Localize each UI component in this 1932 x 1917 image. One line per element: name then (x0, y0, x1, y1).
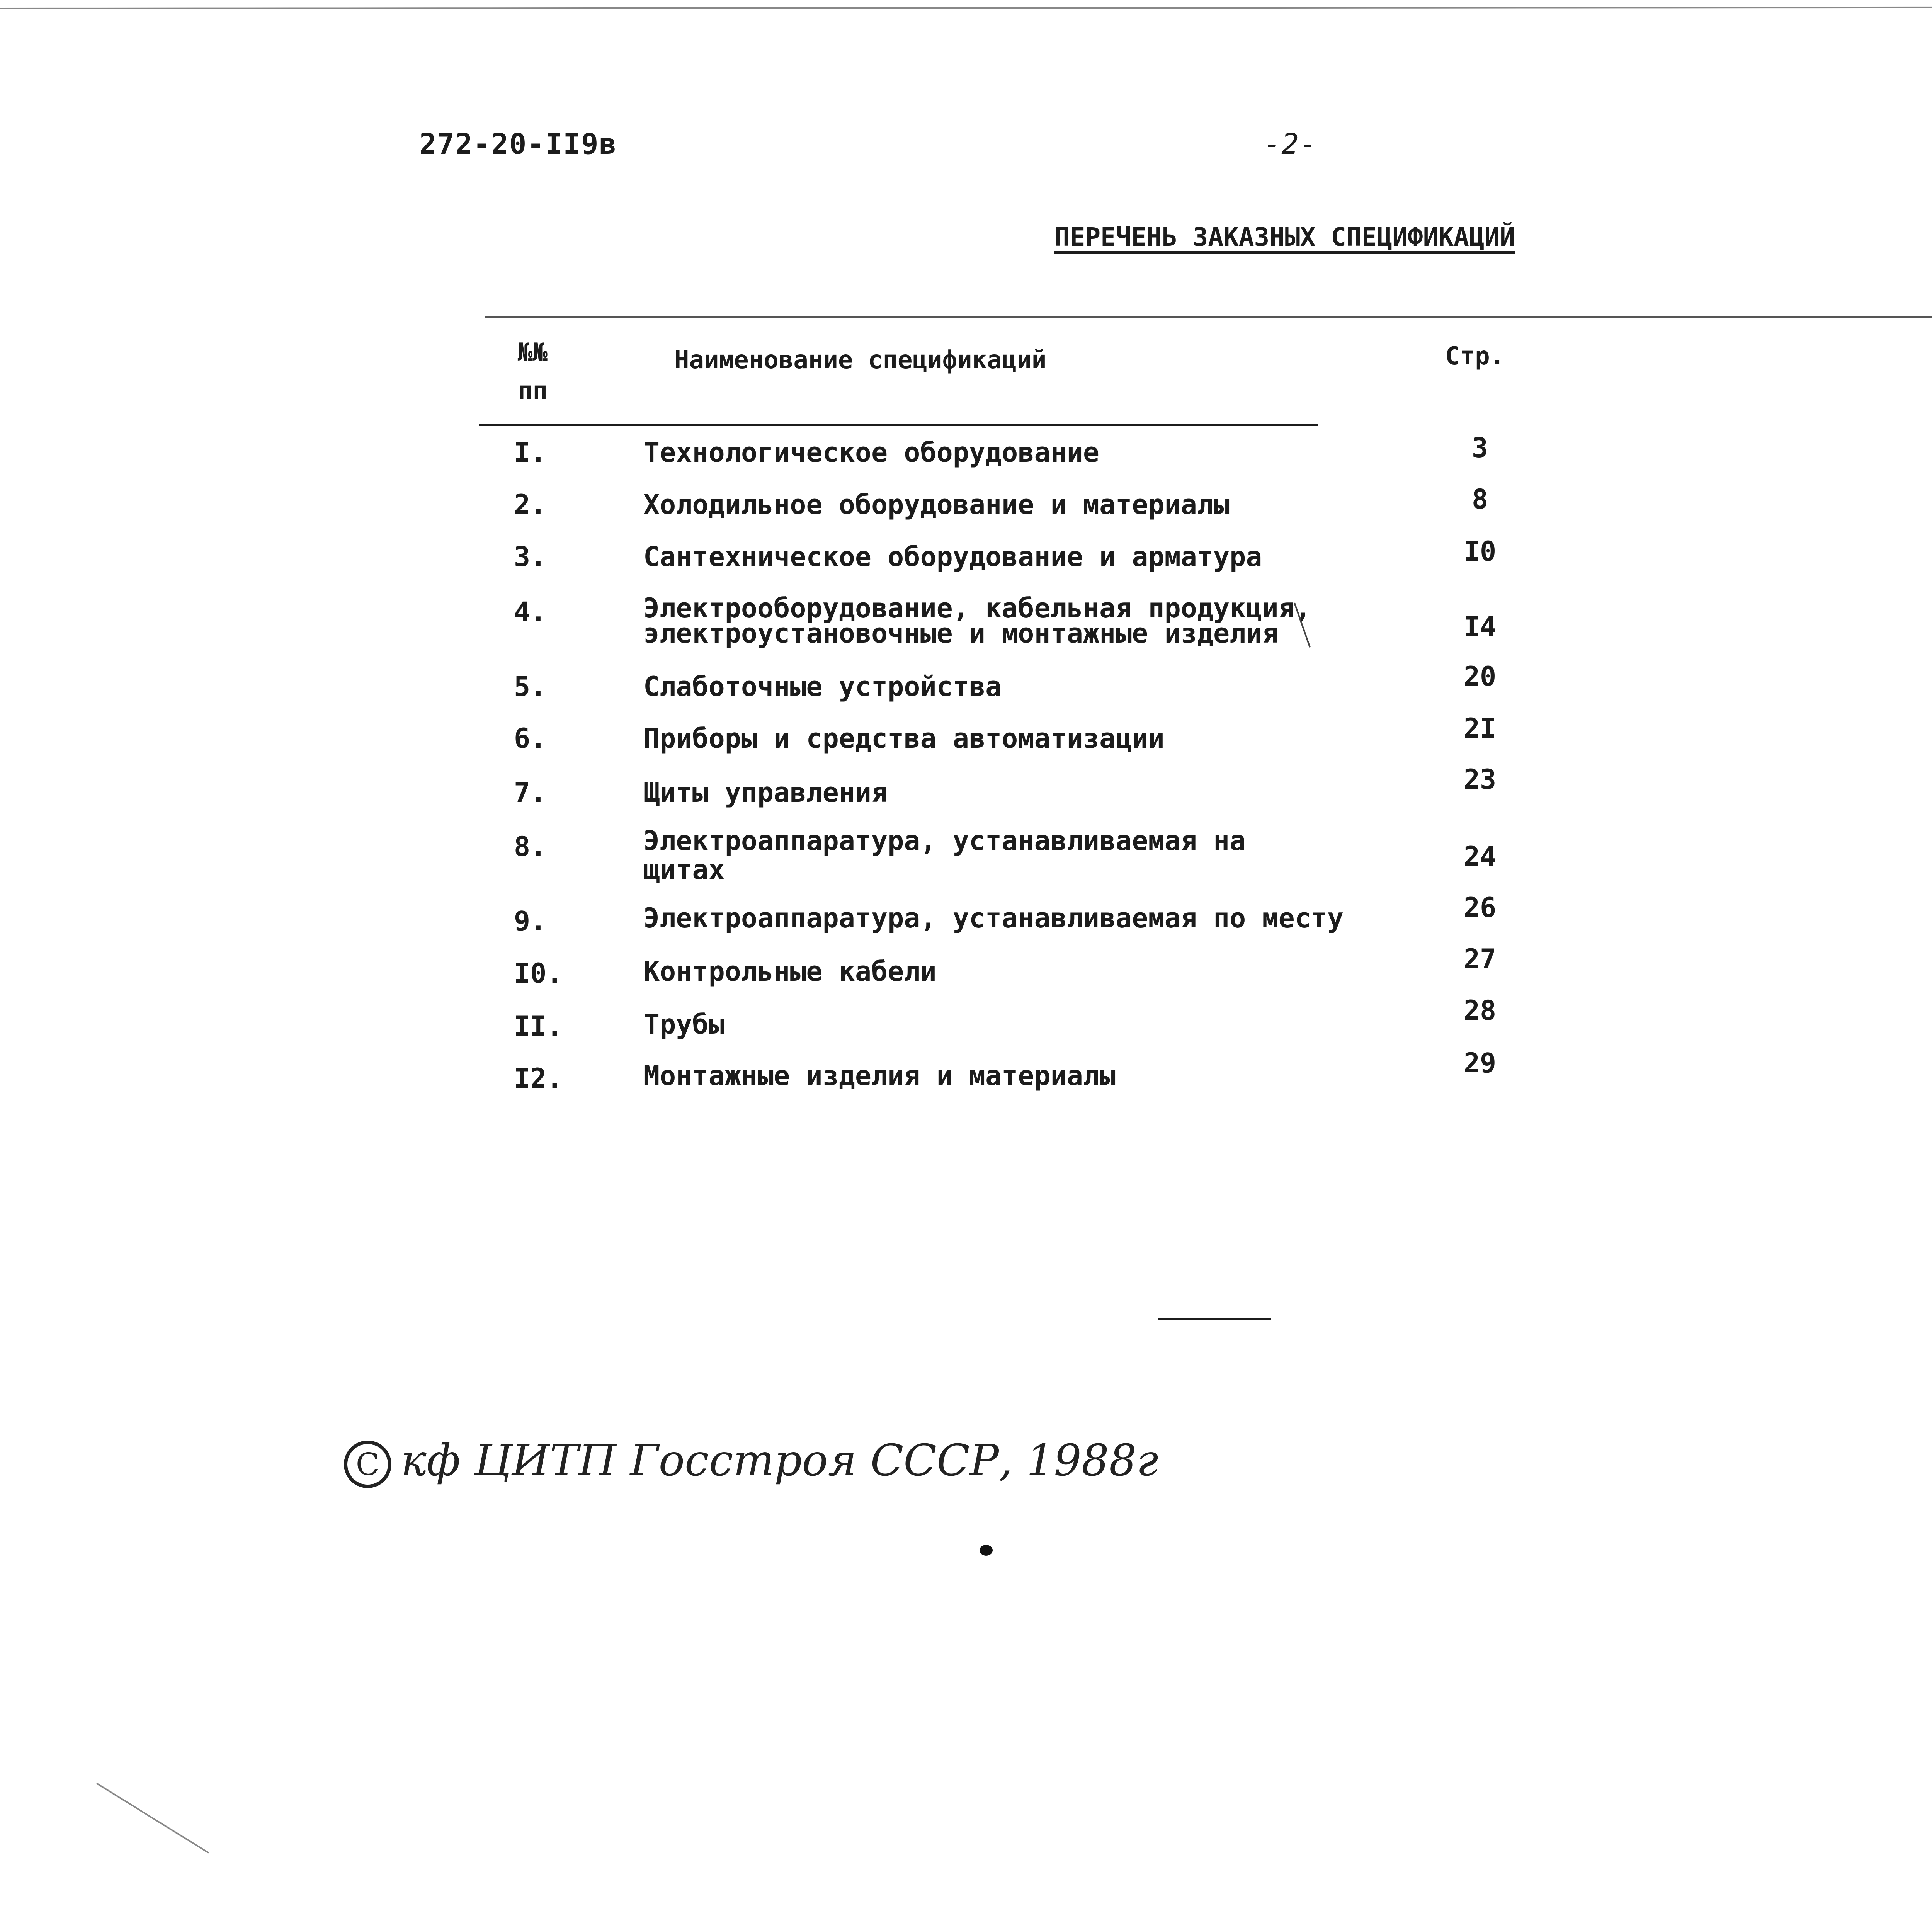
row-name-line1: Электроаппаратура, устанавливаемая на (643, 825, 1246, 857)
row-name-line1: Электрооборудование, кабельная продукция, (643, 592, 1311, 624)
row-page: 27 (1463, 943, 1497, 975)
row-page: 26 (1463, 892, 1497, 924)
row-name: Сантехническое оборудование и арматура (643, 541, 1262, 573)
page-marker: -2- (1264, 128, 1318, 161)
copyright-icon: С (344, 1441, 391, 1488)
row-name: Электроаппаратура, устанавливаемая по месту (643, 902, 1344, 934)
row-number: II. (514, 1010, 563, 1042)
row-page: 2I (1463, 713, 1497, 744)
row-page: I0 (1463, 536, 1497, 567)
row-name-line2: электроустановочные и монтажные изделия (643, 617, 1279, 649)
column-header-page: Стр. (1445, 342, 1505, 371)
row-page: 24 (1463, 841, 1497, 873)
row-number: 6. (514, 723, 547, 754)
row-page: 29 (1463, 1047, 1497, 1079)
row-number: 4. (514, 596, 547, 628)
row-name: Холодильное оборудование и материалы (643, 489, 1230, 520)
scan-edge-top (0, 7, 1932, 9)
scan-edge-bottom-left (97, 1783, 209, 1853)
row-number: I. (514, 437, 547, 468)
column-header-name: Наименование спецификаций (674, 346, 1047, 374)
row-number: 8. (514, 831, 547, 862)
row-number: 3. (514, 541, 547, 573)
row-page: 28 (1463, 995, 1497, 1026)
row-name: Приборы и средства автоматизации (643, 723, 1165, 754)
row-page: 20 (1463, 661, 1497, 692)
column-header-number-line2: пп (518, 377, 548, 405)
copyright-text: кф ЦИТП Госстроя СССР, 1988г (401, 1436, 1158, 1486)
row-number: I2. (514, 1063, 563, 1094)
row-number: 5. (514, 671, 547, 703)
column-header-number-line1: №№ (518, 338, 548, 367)
row-page: I4 (1463, 611, 1497, 643)
row-name-line2: щитах (643, 854, 725, 886)
row-name: Монтажные изделия и материалы (643, 1060, 1116, 1092)
row-page: 8 (1471, 483, 1488, 515)
row-number: 2. (514, 489, 547, 520)
row-number: 7. (514, 777, 547, 808)
pen-stroke (1294, 603, 1310, 647)
page-title: ПЕРЕЧЕНЬ ЗАКАЗНЫХ СПЕЦИФИКАЦИЙ (1054, 222, 1515, 252)
row-page: 3 (1471, 432, 1488, 464)
row-name: Трубы (643, 1009, 725, 1040)
row-name: Контрольные кабели (643, 956, 937, 987)
row-name: Слаботочные устройства (643, 671, 1002, 703)
row-name: Щиты управления (643, 777, 888, 808)
row-name: Технологическое оборудование (643, 437, 1100, 468)
row-number: 9. (514, 905, 547, 937)
row-number: I0. (514, 958, 563, 989)
row-page: 23 (1463, 764, 1497, 795)
document-code: 272-20-II9в (419, 128, 617, 161)
